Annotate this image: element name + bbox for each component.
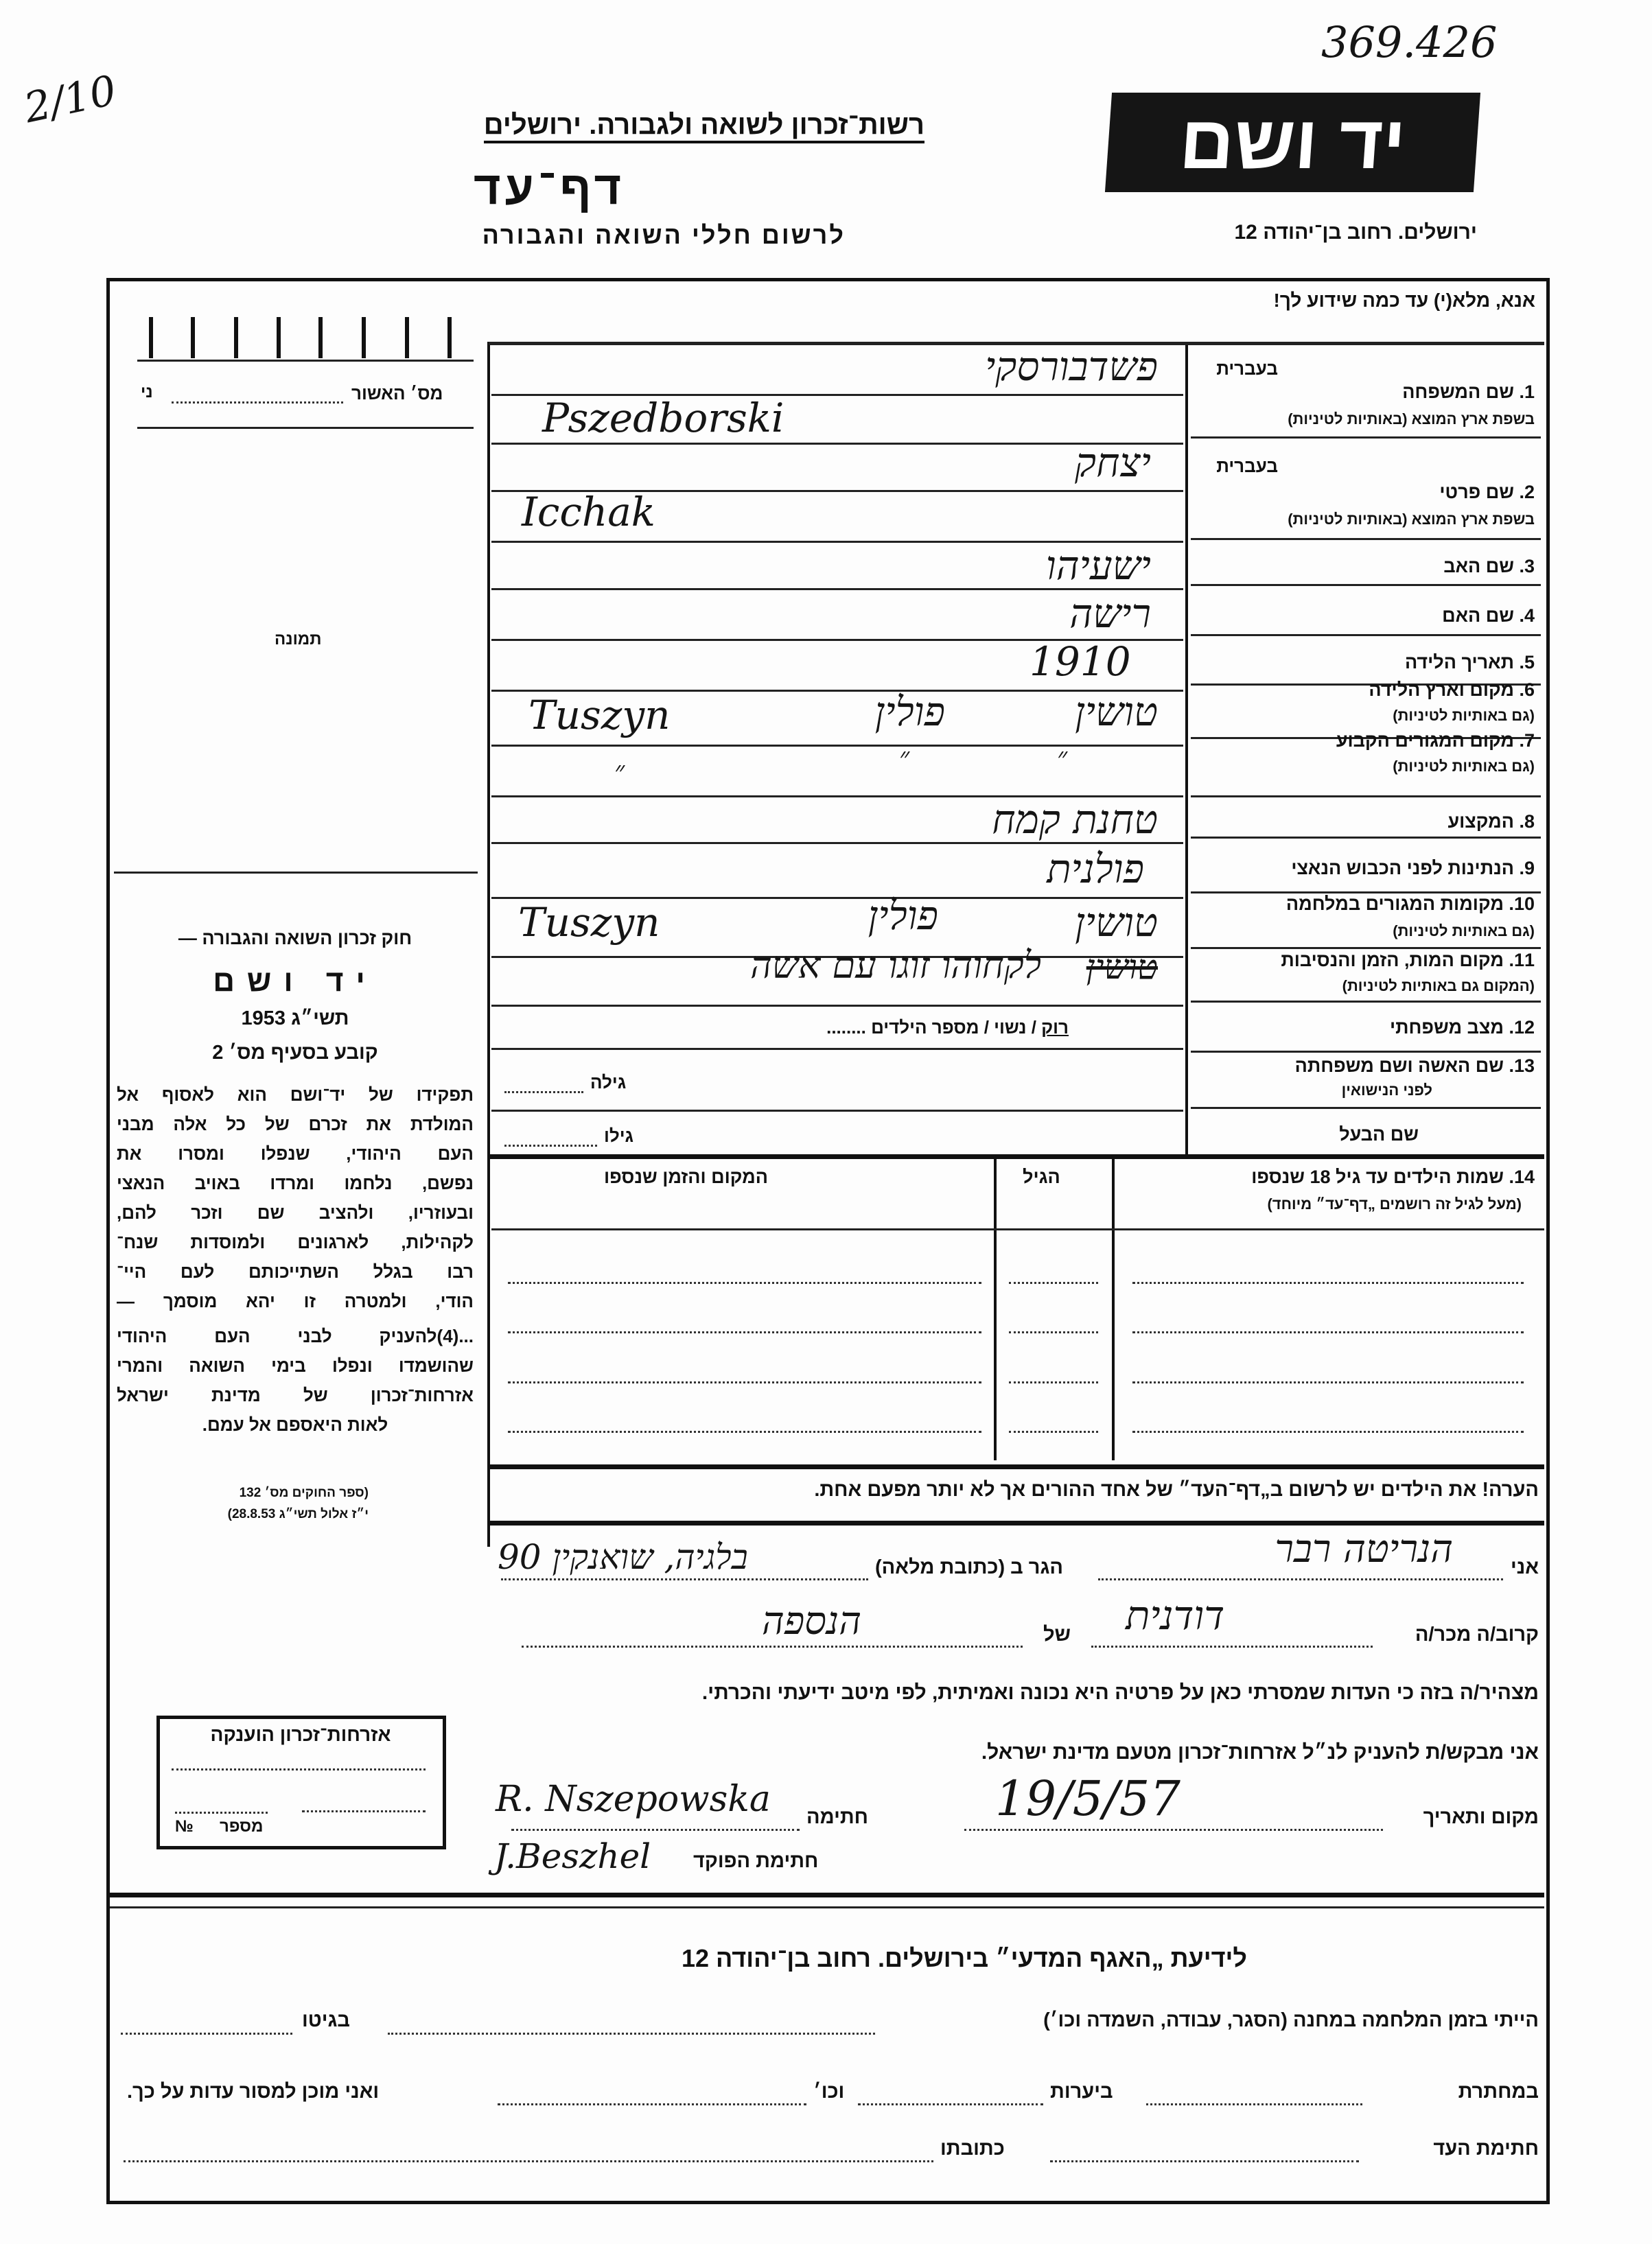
field-label-death: 11. מקום המות, הזמן והנסיבות — [1281, 950, 1535, 970]
law-text-line: המולדת את זכרם של כל אלה מבני — [117, 1114, 474, 1134]
field-label-profession: 8. המקצוע — [1447, 811, 1535, 832]
field-label-wartime-residence: 10. מקומות המגורים במלחמה — [1285, 893, 1535, 914]
family-name-hebrew-value[interactable]: פשדבורסקי — [985, 343, 1158, 390]
stamp-line — [172, 1768, 426, 1770]
field-label-nationality: 9. הנתינות לפני הכבוש הנאצי — [1291, 858, 1535, 878]
camp-field[interactable] — [388, 2033, 875, 2035]
form-subtitle: לרשום חללי השואה והגבורה — [482, 221, 846, 249]
ghetto-label: בגיטו — [302, 2009, 350, 2031]
tick-mark — [191, 317, 195, 358]
divider — [1191, 584, 1541, 586]
marital-options-rest: / נשוי / מספר הילדים ........ — [826, 1017, 1036, 1038]
approval-number-label: מס׳ האשור — [351, 383, 443, 404]
table-row[interactable] — [508, 1431, 981, 1433]
table-divider — [1112, 1158, 1115, 1460]
law-text-line: ובעוזריו, ולהציב שם וזכר להם, — [117, 1202, 474, 1223]
birth-city-value[interactable]: טושין — [1075, 688, 1158, 735]
witness-signature-field[interactable] — [1050, 2160, 1359, 2162]
law-footnote: י״ז אלול תשי״ג 28.8.53) — [227, 1507, 369, 1521]
tick-mark — [318, 317, 323, 358]
father-name-value[interactable]: ישעיהו — [1045, 542, 1151, 589]
section-divider — [110, 1893, 1544, 1897]
wife-age-field[interactable] — [504, 1091, 583, 1093]
stamp-number-label: מספר — [220, 1817, 264, 1836]
field-label-father: 3. שם האב — [1443, 556, 1535, 576]
divider — [137, 360, 474, 362]
table-row[interactable] — [508, 1282, 981, 1284]
marital-status-options[interactable] — [826, 1017, 1069, 1038]
birth-place-latin-value[interactable]: Tuszyn — [528, 692, 671, 738]
divider — [1191, 1051, 1541, 1053]
nationality-value[interactable]: פולנית — [1047, 845, 1144, 892]
birth-date-value[interactable]: 1910 — [1029, 638, 1131, 685]
table-row[interactable] — [1132, 1282, 1524, 1284]
writing-line — [491, 1005, 1183, 1007]
of-value[interactable]: הנספה — [762, 1599, 862, 1644]
tick-mark — [362, 317, 366, 358]
divider — [114, 872, 478, 874]
tick-mark — [405, 317, 409, 358]
of-label: של — [1043, 1624, 1071, 1646]
field-label-first-name: 2. שם פרטי — [1439, 482, 1535, 502]
writing-line — [491, 745, 1183, 747]
field-sublabel: (גם באותיות לטיניות) — [1393, 922, 1535, 939]
divider — [1191, 634, 1541, 636]
writing-line — [491, 1110, 1183, 1112]
residence-ditto-mark[interactable]: ״ — [899, 742, 910, 773]
ready-to-testify-label: ואני מוכן למסור עדות על כך. — [127, 2081, 380, 2103]
table-divider — [994, 1158, 997, 1460]
stamp-line — [302, 1810, 426, 1812]
official-signature[interactable]: J.Beszhel — [494, 1836, 651, 1876]
first-name-hebrew-value[interactable]: יצחק — [1075, 439, 1151, 486]
witness-signature-label: חתימת העד — [1433, 2138, 1539, 2160]
stamp-line — [175, 1812, 268, 1814]
etc-field[interactable] — [498, 2103, 806, 2105]
residence-ditto-mark[interactable]: ״ — [614, 756, 625, 787]
law-text-line: לקהילות, לארגונים ולמוסדות שנח־ — [117, 1232, 474, 1252]
law-text-line: העם היהודי, שנפלו ומסרו את — [117, 1143, 474, 1164]
table-row[interactable] — [1009, 1282, 1098, 1284]
wartime-place-latin-value[interactable]: Tuszyn — [518, 899, 660, 946]
law-text-line: הודי, ולמטרה זו יהא מוסמך — — [117, 1291, 474, 1311]
bottom-title: לידיעת „האגף המדעי״ בירושלים. רחוב בן־יהודה 12 — [681, 1944, 1247, 1972]
tick-mark — [234, 317, 238, 358]
law-text-line: תפקידו של יד־ושם הוא לאסוף אל — [117, 1084, 474, 1105]
divider — [489, 1464, 1544, 1469]
place-date-label: מקום ותאריך — [1423, 1806, 1539, 1828]
forests-field[interactable] — [858, 2103, 1043, 2105]
citizenship-request: אני מבקש/ת להעניק לנ״ל אזרחות־זכרון מטעם מדינת ישראל. — [981, 1741, 1539, 1764]
divider — [1191, 947, 1541, 949]
approval-suffix: ני — [141, 383, 153, 401]
law-text-line: נפשם, נלחמו ומרדו באויב הנאצי — [117, 1173, 474, 1193]
logo-text: יד ושם — [1176, 100, 1409, 185]
witness-address-label: כתובתו — [940, 2138, 1005, 2160]
law-text-line: לאות היאספם אל עמם. — [202, 1414, 388, 1435]
underground-label: במחתרת — [1458, 2081, 1539, 2103]
table-row[interactable] — [508, 1331, 981, 1333]
underground-field[interactable] — [1146, 2103, 1362, 2105]
signature-field[interactable] — [511, 1829, 800, 1831]
tick-mark — [277, 317, 281, 358]
header-address: ירושלים. רחוב בן־יהודה 12 — [1234, 221, 1477, 244]
wartime-city-value[interactable]: טושין — [1075, 899, 1158, 946]
first-name-latin-value[interactable]: Icchak — [522, 489, 655, 535]
camp-label: הייתי בזמן המלחמה במחנה (הסגר, עבודה, השמדה וכו׳) — [1043, 2009, 1539, 2031]
field-label-husband: שם הבעל — [1339, 1124, 1419, 1145]
field-label-marital-status: 12. מצב משפחתי — [1390, 1017, 1535, 1038]
death-place-struck-value[interactable]: טושין — [1086, 947, 1158, 987]
field-label-mother: 4. שם האם — [1442, 605, 1535, 626]
hebrew-tag: בעברית — [1216, 456, 1278, 476]
family-name-latin-value[interactable]: Pszedborski — [542, 395, 784, 441]
archive-number-handwritten: 369.426 — [1321, 17, 1498, 67]
law-clause: קובע בסעיף מס׳ 2 — [212, 1042, 378, 1064]
forests-label: ביערות — [1050, 2081, 1113, 2103]
tick-mark — [447, 317, 452, 358]
marital-option-single-selected[interactable]: רוק — [1041, 1017, 1069, 1038]
death-circumstances-value[interactable]: לקחוהו זוגו עם אשה — [750, 944, 1041, 987]
authority-name: רשות־זכרון לשואה ולגבורה. ירושלים — [484, 110, 924, 143]
corner-mark-handwritten: 2/10 — [20, 66, 121, 133]
law-year: תשי״ג 1953 — [241, 1007, 349, 1029]
table-row[interactable] — [1132, 1431, 1524, 1433]
field-sublabel: (המקום גם באותיות לטיניות) — [1342, 977, 1535, 994]
law-heading: חוק זכרון השואה והגבורה — — [178, 928, 412, 948]
husband-age-label: גילו — [604, 1125, 634, 1146]
table-row[interactable] — [508, 1381, 981, 1383]
law-text-line: שהושמדו ונפלו בימי השואה והמרי — [117, 1355, 474, 1376]
table-row[interactable] — [1009, 1381, 1098, 1383]
husband-age-field[interactable] — [504, 1145, 597, 1147]
divider — [491, 1228, 1544, 1230]
official-signature-label: חתימת הפוקד — [693, 1850, 819, 1872]
children-col-age: הגיל — [1023, 1167, 1060, 1187]
tick-mark — [149, 317, 153, 358]
hebrew-tag: בעברית — [1216, 358, 1278, 379]
field-label-wife: 13. שם האשה ושם משפחתה — [1294, 1055, 1535, 1076]
form-title: דף־עד — [474, 162, 626, 214]
yad-vashem-logo — [1105, 93, 1480, 192]
field-sublabel: בשפת ארץ המוצא (באותיות לטיניות) — [1288, 410, 1535, 428]
residence-ditto-mark[interactable]: ״ — [1057, 742, 1068, 773]
witness-address-value[interactable]: בלגיה, שואנקין 90 — [498, 1537, 748, 1577]
resides-label: הגר ב (כתובת מלאה) — [875, 1556, 1063, 1578]
relation-label: קרוב/ה מכר/ה — [1415, 1624, 1539, 1646]
children-label: 14. שמות הילדים עד גיל 18 שנספו — [1251, 1167, 1535, 1187]
children-col-place: המקום והזמן שנספו — [604, 1167, 769, 1187]
divider — [1191, 436, 1541, 439]
photo-label: תמונה — [275, 630, 322, 648]
fill-instruction: אנא, מלא(י) עד כמה שידוע לך! — [1273, 290, 1535, 311]
relation-value[interactable]: דודנית — [1126, 1592, 1225, 1639]
approval-number-field[interactable] — [172, 401, 343, 404]
wartime-country-value[interactable]: פולין — [868, 892, 938, 939]
column-divider — [1185, 342, 1188, 1154]
table-row[interactable] — [1132, 1381, 1524, 1383]
law-text-line: אזרחות־זכרון של מדינת ישראל — [117, 1385, 474, 1405]
etc-label: וכו׳ — [813, 2081, 845, 2103]
children-sublabel: (מעל לגיל זה רושמים „דף־עד״ מיוחד) — [1267, 1195, 1522, 1213]
date-value[interactable]: 19/5/57 — [995, 1770, 1180, 1827]
witness-address-field[interactable] — [124, 2160, 933, 2162]
address-field[interactable] — [501, 1578, 868, 1580]
stamp-number-sign: № — [175, 1817, 194, 1836]
field-label-birth-date: 5. תאריך הלידה — [1404, 652, 1535, 673]
relation-field[interactable] — [1091, 1646, 1373, 1648]
divider — [1191, 1107, 1541, 1109]
field-sublabel: בשפת ארץ המוצא (באותיות לטיניות) — [1288, 511, 1535, 528]
stamp-title: אזרחות־זכרון הוענקה — [210, 1724, 391, 1745]
wife-age-label: גילה — [590, 1072, 627, 1092]
profession-value[interactable]: טחנת קמח — [992, 796, 1158, 843]
divider — [1191, 538, 1541, 540]
divider — [1191, 1001, 1541, 1003]
birth-country-value[interactable]: פולין — [874, 688, 945, 735]
witness-name-value[interactable]: הנריטה רבר — [1275, 1527, 1453, 1571]
divider — [489, 1521, 1544, 1526]
law-text-line: ...(4)להעניק לבני העם היהודי — [117, 1326, 474, 1346]
divider — [1191, 837, 1541, 839]
declaration-i-label: אני — [1510, 1556, 1539, 1578]
section-divider — [110, 1906, 1544, 1908]
mother-name-value[interactable]: רישה — [1069, 590, 1151, 637]
signature-label: חתימה — [806, 1806, 868, 1828]
law-name: יד ושם — [213, 964, 377, 998]
divider — [489, 1154, 1544, 1159]
witness-name-field[interactable] — [1098, 1578, 1503, 1580]
witness-signature[interactable]: R. Nszepowska — [496, 1779, 771, 1820]
field-label-family-name: 1. שם המשפחה — [1402, 382, 1535, 402]
children-note: הערה! את הילדים יש לרשום ב„דף־העד״ של אחד ההורים אך לא יותר מפעם אחת. — [814, 1479, 1539, 1501]
law-text-line: רבו בגלל השתייכותם לעם היי־ — [117, 1261, 474, 1282]
column-divider — [487, 342, 490, 1547]
divider — [137, 427, 474, 429]
table-row[interactable] — [1009, 1331, 1098, 1333]
table-row[interactable] — [1009, 1431, 1098, 1433]
divider — [1191, 795, 1541, 797]
declaration-statement: מצהיר/ה בזה כי העדות שמסרתי כאן על פרטיה היא נכונה ואמיתית, לפי מיטב ידיעתי והכרתי. — [701, 1681, 1539, 1704]
field-label-residence: 7. מקום המגורים הקבוע — [1336, 730, 1535, 751]
of-field[interactable] — [522, 1646, 1023, 1648]
place-date-field[interactable] — [964, 1829, 1383, 1831]
law-footnote: (ספר החוקים מס׳ 132 — [239, 1486, 369, 1500]
table-row[interactable] — [1132, 1331, 1524, 1333]
field-label-birth-place: 6. מקום וארץ הלידה — [1369, 679, 1535, 700]
field-sublabel: לפני הנישואין — [1341, 1082, 1432, 1099]
field-sublabel: (גם באותיות לטיניות) — [1393, 758, 1535, 775]
writing-line — [491, 1048, 1183, 1050]
ghetto-field[interactable] — [121, 2033, 292, 2035]
field-sublabel: (גם באותיות לטיניות) — [1393, 707, 1535, 724]
